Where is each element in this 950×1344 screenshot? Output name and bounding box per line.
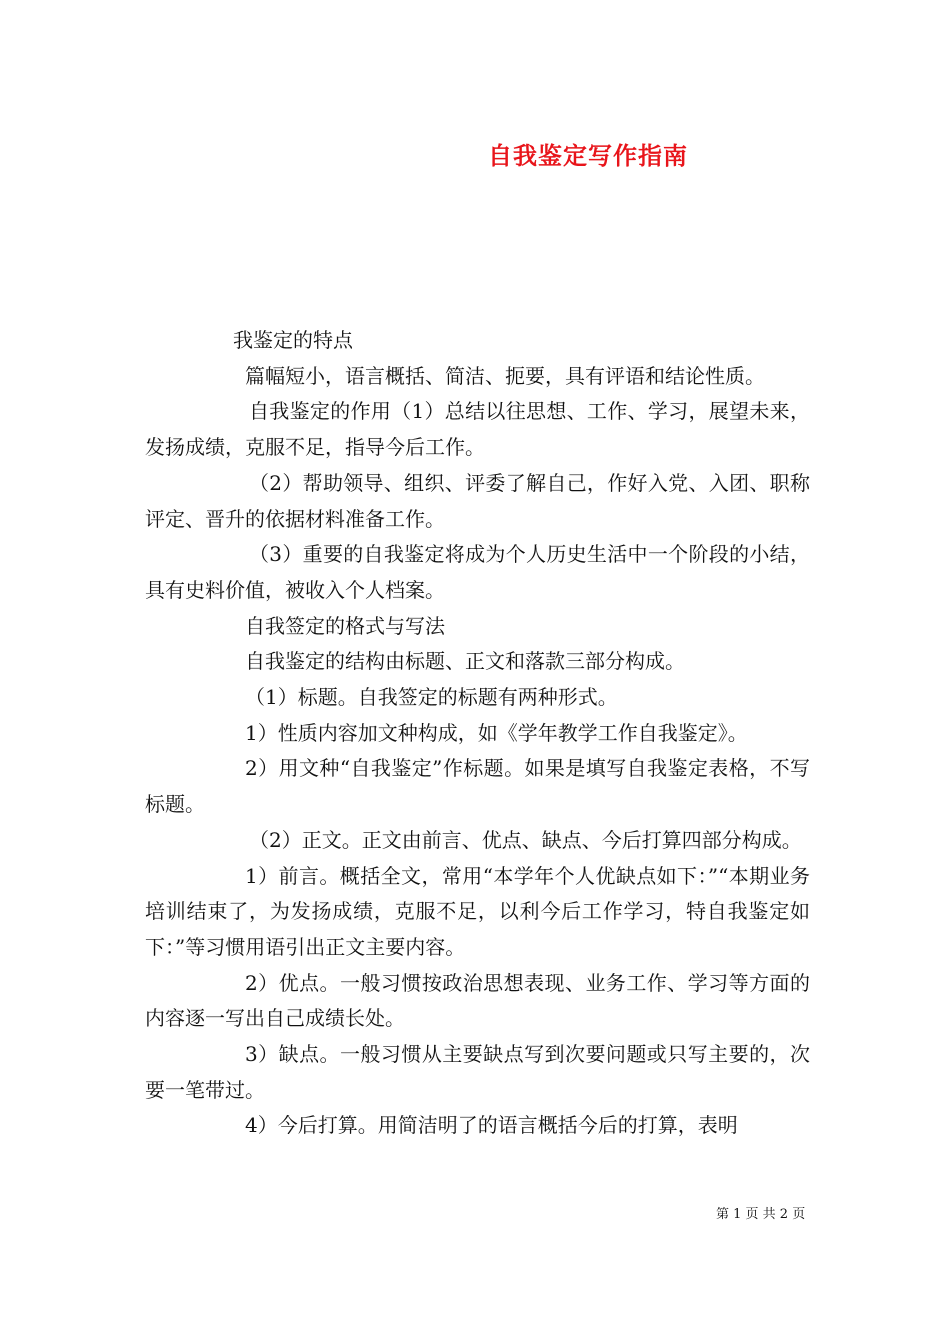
paragraph: （3）重要的自我鉴定将成为个人历史生活中一个阶段的小结，具有史料价值，被收入个人档案。 xyxy=(145,542,810,602)
paragraph: 2）用文种“自我鉴定”作标题。如果是填写自我鉴定表格，不写标题。 xyxy=(145,756,810,817)
paragraph: 3）缺点。一般习惯从主要缺点写到次要问题或只写主要的，次要一笔带过。 xyxy=(145,1042,810,1102)
document-body xyxy=(145,323,810,1144)
paragraph: 自我签定的格式与写法 xyxy=(245,613,445,638)
paragraph: 篇幅短小，语言概括、简洁、扼要，具有评语和结论性质。 xyxy=(245,363,765,388)
paragraph: 我鉴定的特点 xyxy=(233,328,353,352)
paragraph: （1）标题。自我签定的标题有两种形式。 xyxy=(245,685,618,710)
page-number-footer: 第 1 页 共 2 页 xyxy=(716,1207,806,1222)
paragraph: 自我鉴定的结构由标题、正文和落款三部分构成。 xyxy=(245,649,685,674)
document-title: 自我鉴定写作指南 xyxy=(488,141,688,170)
paragraph: （2）帮助领导、组织、评委了解自己，作好入党、入团、职称评定、晋升的依据材料准备工作。 xyxy=(145,470,810,531)
paragraph: 自我鉴定的作用（1）总结以往思想、工作、学习，展望未来，发扬成绩，克服不足，指导今后工作。 xyxy=(145,399,810,460)
paragraph: 1）性质内容加文种构成，如《学年教学工作自我鉴定》。 xyxy=(245,720,748,745)
paragraph: （2）正文。正文由前言、优点、缺点、今后打算四部分构成。 xyxy=(249,827,802,852)
paragraph: 2）优点。一般习惯按政治思想表现、业务工作、学习等方面的内容逐一写出自己成绩长处。 xyxy=(145,970,810,1031)
paragraph: 4）今后打算。用简洁明了的语言概括今后的打算，表明 xyxy=(245,1113,738,1138)
paragraph: 1）前言。概括全文，常用“本学年个人优缺点如下：”“本期业务培训结束了，为发扬成绩，克服不足，以利今后工作学习，特自我鉴定如下：”等习惯用语引出正文主要内容。 xyxy=(145,863,810,959)
